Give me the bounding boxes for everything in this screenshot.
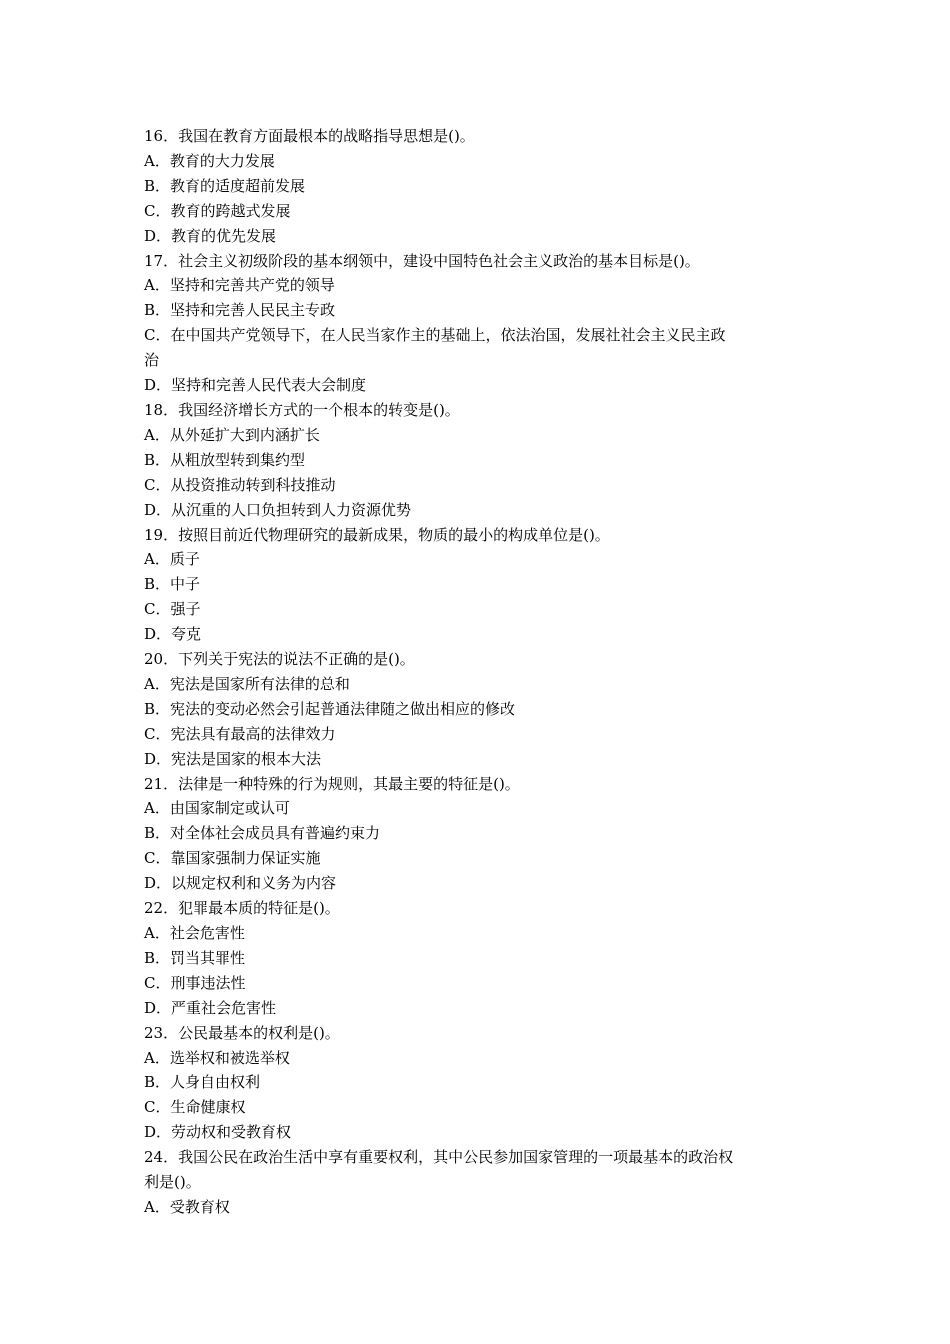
question-20: 20．下列关于宪法的说法不正确的是()。: [144, 650, 415, 669]
option-21-c: C．靠国家强制力保证实施: [144, 849, 321, 868]
option-21-b: B．对全体社会成员具有普遍约束力: [144, 824, 381, 843]
option-22-a: A．社会危害性: [144, 924, 245, 942]
option-16-c: C．教育的跨越式发展: [144, 201, 291, 220]
option-20-c: C．宪法具有最高的法律效力: [144, 724, 336, 743]
option-23-a: A．选举权和被选举权: [144, 1048, 290, 1067]
option-16-d: D．教育的优先发展: [144, 226, 277, 245]
option-19-b: B．中子: [144, 575, 201, 594]
question-24: 24．我国公民在政治生活中享有重要权利，其中公民参加国家管理的一项最基本的政治权: [144, 1148, 734, 1167]
option-21-a: A．由国家制定或认可: [144, 799, 290, 818]
option-16-b: B．教育的适度超前发展: [144, 176, 306, 195]
option-17-c: C．在中国共产党领导下，在人民当家作主的基础上，依法治国，发展社社会主义民主政: [144, 326, 726, 345]
option-21-d: D．以规定权利和义务为内容: [144, 874, 337, 893]
question-22: 22．犯罪最本质的特征是()。: [144, 899, 340, 918]
question-24-continuation: 利是()。: [144, 1173, 201, 1192]
option-23-b: B．人身自由权利: [144, 1073, 261, 1092]
option-17-d: D．坚持和完善人民代表大会制度: [144, 376, 367, 395]
question-21: 21．法律是一种特殊的行为规则，其最主要的特征是()。: [144, 774, 520, 793]
option-22-d: D．严重社会危害性: [144, 998, 277, 1017]
option-20-a: A．宪法是国家所有法律的总和: [144, 674, 350, 693]
option-18-d: D．从沉重的人口负担转到人力资源优势: [144, 500, 412, 519]
option-19-a: A．质子: [144, 550, 200, 569]
option-20-b: B．宪法的变动必然会引起普通法律随之做出相应的修改: [144, 699, 516, 718]
option-16-a: A．教育的大力发展: [144, 151, 275, 170]
question-16: 16．我国在教育方面最根本的战略指导思想是()。: [144, 127, 475, 145]
option-24-a: A．受教育权: [144, 1197, 230, 1216]
option-18-a: A．从外延扩大到内涵扩长: [144, 425, 320, 444]
option-17-a: A．坚持和完善共产党的领导: [144, 276, 335, 295]
option-18-b: B．从粗放型转到集约型: [144, 450, 306, 469]
option-23-d: D．劳动权和受教育权: [144, 1123, 292, 1142]
question-23: 23．公民最基本的权利是()。: [144, 1023, 340, 1042]
option-17-b: B．坚持和完善人民民主专政: [144, 301, 336, 320]
option-17-c-continuation: 治: [144, 351, 160, 370]
option-20-d: D．宪法是国家的根本大法: [144, 749, 322, 768]
question-18: 18．我国经济增长方式的一个根本的转变是()。: [144, 400, 460, 419]
option-23-c: C．生命健康权: [144, 1098, 246, 1117]
question-19: 19．按照目前近代物理研究的最新成果，物质的最小的构成单位是()。: [144, 525, 610, 544]
option-22-c: C．刑事违法性: [144, 973, 246, 992]
option-18-c: C．从投资推动转到科技推动: [144, 475, 336, 494]
option-19-d: D．夸克: [144, 625, 202, 644]
question-17: 17．社会主义初级阶段的基本纲领中，建设中国特色社会主义政治的基本目标是()。: [144, 251, 700, 270]
option-19-c: C．强子: [144, 600, 201, 619]
option-22-b: B．罚当其罪性: [144, 948, 246, 967]
document-page: [144, 124, 804, 1220]
